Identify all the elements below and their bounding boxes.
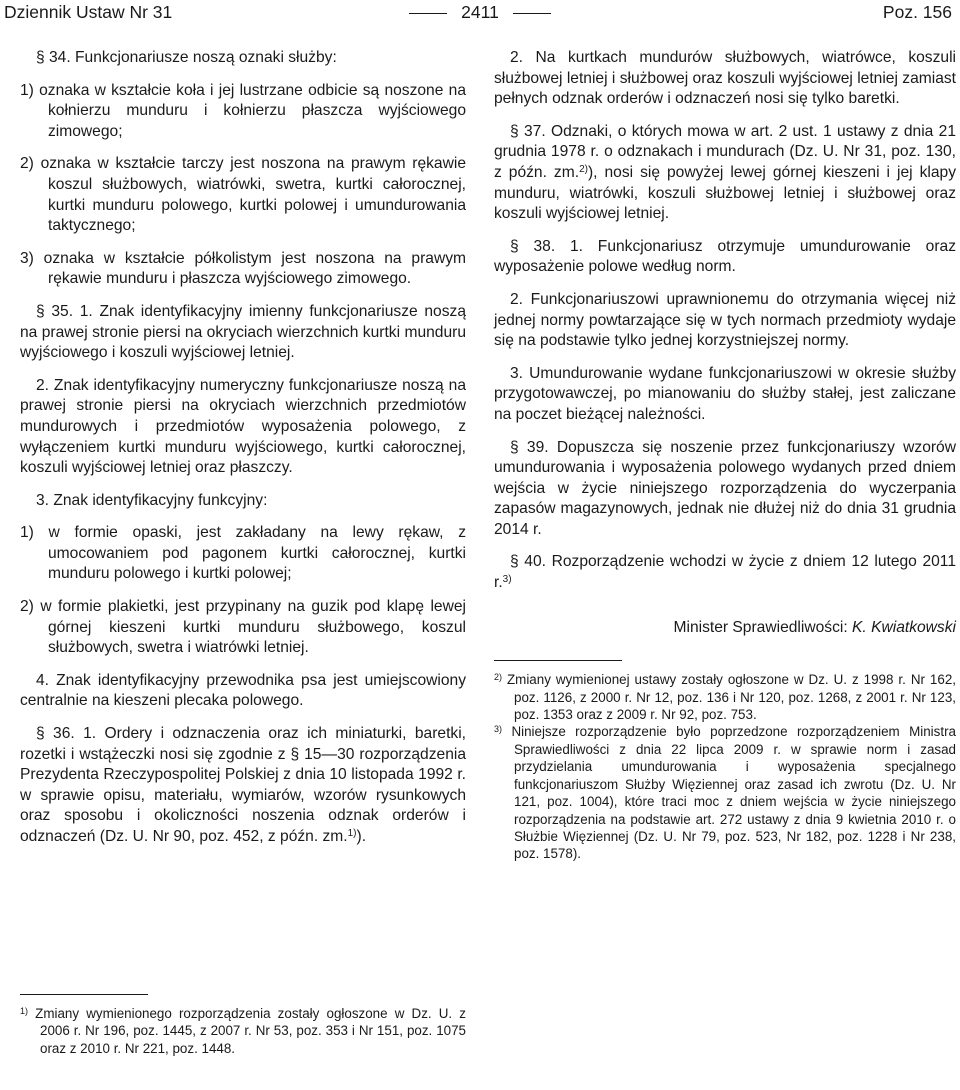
section-35-1: § 35. 1. Znak identyfikacyjny imienny funkcjonariusze noszą na prawej stronie piersi na okryciach wierzchnich kurtki munduru wyjściowego i koszuli wyjściowej letniej. [20,302,466,362]
section-34-item-3: 3) oznaka w kształcie półkolistym jest noszona na prawym rękawie munduru i płaszcza wyjściowego zimowego. [20,249,466,288]
section-36-2: 2. Na kurtkach mundurów służbowych, wiatrówce, koszuli służbowej letniej i służbowej oraz koszuli wyjściowej letniej zamiast pełnych odznak orderów i odznaczeń nosi się tylko baretki. [494,49,956,108]
section-35-2: 2. Znak identyfikacyjny numeryczny funkcjonariusze noszą na prawej stronie piersi na okryciach wierzchnich przedmiotów mundurowych i przedmiotów wyposażenia polowego, z wyłączeniem kurtki munduru wyjściowego, kurtki całorocznej, koszuli wyjściowej letniej oraz płaszczy. [20,376,466,477]
section-36-1: § 36. 1. Ordery i odznaczenia oraz ich miniaturki, baretki, rozetki i wstążeczki nosi się zgodnie z § 15—30 rozporządzenia Prezydenta Rzeczypospolitej Polskiej z dnia 10 listopada 1992 r. w sprawie opisu, materiału, wymiarów, wzorów rysunkowych oraz sposobu i okoliczności noszenia odznak orderów i odznaczeń (Dz. U. Nr 90, poz. 452, z późn. zm.$^{1)}$). [20,725,466,845]
left-footnotes [20,994,466,1057]
footnote-rule [20,994,148,995]
section-35-3-item-2: 2) w formie plakietki, jest przypinany na guzik pod klapę lewej górnej kieszeni kurtki munduru służbowego, koszul służbowych, swetra i wiatrówki letniej. [20,598,466,657]
section-35-3: 3. Znak identyfikacyjny funkcyjny: [36,491,268,509]
left-column [20,48,466,1090]
footnote-ref-3: 3) [502,574,512,586]
section-39: § 39. Dopuszcza się noszenie przez funkcjonariuszy wzorów umundurowania i wyposażenia polowego wydanych przed dniem wejścia w życie niniejszego rozporządzenia do wyczerpania zapasów magazynowych, jednak nie dłużej niż do dnia 31 grudnia 2014 r. [494,438,956,538]
footnote-3: $^{3)}$ Niniejsze rozporządzenie było poprzedzone rozporządzeniem Ministra Sprawiedliwości z dnia 22 lipca 2009 r. w sprawie norm i zasad przydzielania umundurowania i wyposażenia specjalnego funkcjonariuszom Służby Więziennej oraz zasad ich zwrotu (Dz. U. Nr 121, poz. 1004), które traci moc z dniem wejścia w życie niniejszego rozporządzenia na podstawie art. 272 ustawy z dnia 9 kwietnia 2010 r. o Służbie Więziennej (Dz. U. Nr 79, poz. 523, Nr 182, poz. 1228 i Nr 238, poz. 1578). [494,724,956,862]
footnote-rule-right [494,660,622,661]
footnote-ref-2: 2) [579,163,588,175]
signature: Minister Sprawiedliwości: K. Kwiatkowski [673,618,956,636]
section-38-2: 2. Funkcjonariuszowi uprawnionemu do otrzymania więcej niż jednej normy powtarzające się w tych normach przedmioty wydaje się na podstawie tylko jednej korzystniejszej normy. [494,290,956,350]
footnote-2: $^{2)}$ Zmiany wymienionej ustawy zostały ogłoszone w Dz. U. z 1998 r. Nr 162, poz. 1126, z 2000 r. Nr 12, poz. 136 i Nr 120, poz. 1268, z 2001 r. Nr 123, poz. 1353 oraz z 2009 r. Nr 92, poz. 753. [494,672,956,723]
journal-title: Dziennik Ustaw Nr 31 [4,2,173,22]
section-34: § 34. Funkcjonariusze noszą oznaki służby: [36,49,337,66]
right-column [494,48,956,1090]
section-34-item-2: 2) oznaka w kształcie tarczy jest noszona na prawym rękawie koszul służbowych, wiatrówki, swetra, kurtki całorocznej, kurtki munduru polowego, kurtki polowej i umundurowania taktycznego; [20,155,466,235]
footnote-1: $^{1)}$ Zmiany wymienionego rozporządzenia zostały ogłoszone w Dz. U. z 2006 r. Nr 196, poz. 1445, z 2007 r. Nr 53, poz. 353 i Nr 151, poz. 1075 oraz z 2010 r. Nr 221, poz. 1448. [20,1006,466,1056]
section-38-1: § 38. 1. Funkcjonariusz otrzymuje umundurowanie oraz wyposażenie polowe według norm. [494,237,956,276]
footnote-ref-1: 1) [347,828,357,839]
signature-name: K. Kwiatkowski [852,618,956,636]
section-37: § 37. Odznaki, o których mowa w art. 2 ust. 1 ustawy z dnia 21 grudnia 1978 r. o odznakach i mundurach (Dz. U. Nr 31, poz. 130, z późn. zm.$^{2)}$), nosi się powyżej lewej górnej kieszeni i jej klapy munduru, wiatrówki, koszuli służbowej letniej i służbowej oraz koszuli wyjściowej letniej. [494,122,956,223]
section-34-item-1: 1) oznaka w kształcie koła i jej lustrzane odbicie są noszone na kołnierzu munduru i kołnierzu płaszcza wyjściowego zimowego; [20,81,466,140]
header-dash-right [513,13,551,14]
header-dash-left [409,13,447,14]
position-number: Poz. 156 [882,2,952,22]
section-40: § 40. Rozporządzenie wchodzi w życie z dniem 12 lutego 2011 r.$^{3)}$ [494,553,956,592]
section-38-3: 3. Umundurowanie wydane funkcjonariuszowi w okresie służby przygotowawczej, po mianowaniu do służby stałej, jest zaliczane na poczet bieżącej należności. [494,364,956,423]
section-35-3-item-1: 1) w formie opaski, jest zakładany na lewy rękaw, z umocowaniem pod pagonem kurtki całorocznej, kurtki munduru polowego i kurtki polowej; [20,524,466,583]
page-header [0,0,960,30]
section-35-4: 4. Znak identyfikacyjny przewodnika psa jest umiejscowiony centralnie na kieszeni plecaka polowego. [20,671,466,710]
page-number: 2411 [461,2,499,22]
